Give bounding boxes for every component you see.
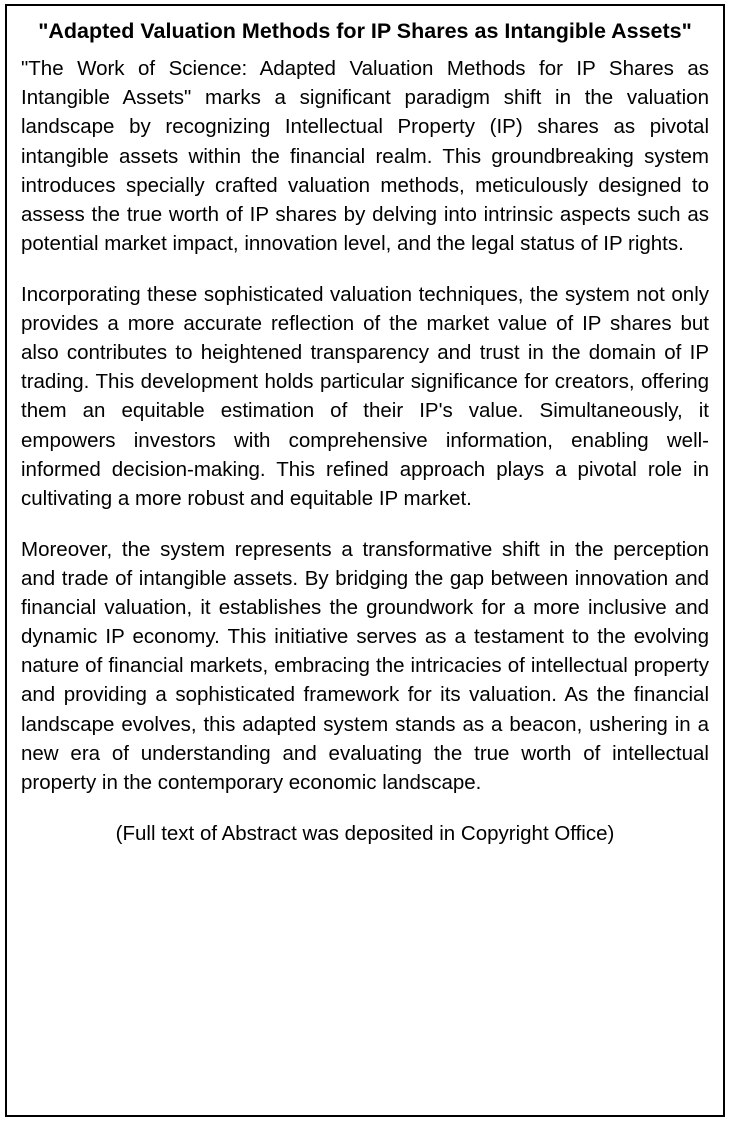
abstract-paragraph-3: Moreover, the system represents a transformative shift in the perception and trade of intangible assets. By bridging the gap between innovation and financial valuation, it establishes the groundwork for a more inclusive and dynamic IP economy. This initiative serves as a testament to the evolving nature of financial markets, embracing the intricacies of intellectual property and providing a sophisticated framework for its valuation. As the financial landscape evolves, this adapted system stands as a beacon, ushering in a new era of understanding and evaluating the true worth of intellectual property in the contemporary economic landscape. [21,537,709,794]
document-title: "Adapted Valuation Methods for IP Shares as Intangible Assets" [38,19,692,43]
document-border-frame [5,4,725,1117]
abstract-paragraph-2: Incorporating these sophisticated valuation techniques, the system not only provides a more accurate reflection of the market value of IP shares but also contributes to heightened transparency and trust in the domain of IP trading. This development holds particular significance for creators, offering them an equitable estimation of their IP's value. Simultaneously, it empowers investors with comprehensive information, enabling well-informed decision-making. This refined approach plays a pivotal role in cultivating a more robust and equitable IP market. [21,282,709,510]
abstract-paragraph-1: "The Work of Science: Adapted Valuation Methods for IP Shares as Intangible Assets" marks a significant paradigm shift in the valuation landscape by recognizing Intellectual Property (IP) shares as pivotal intangible assets within the financial realm. This groundbreaking system introduces specially crafted valuation methods, meticulously designed to assess the true worth of IP shares by delving into intrinsic aspects such as potential market impact, innovation level, and the legal status of IP rights. [21,57,709,255]
copyright-office-note: (Full text of Abstract was deposited in Copyright Office) [115,821,615,845]
